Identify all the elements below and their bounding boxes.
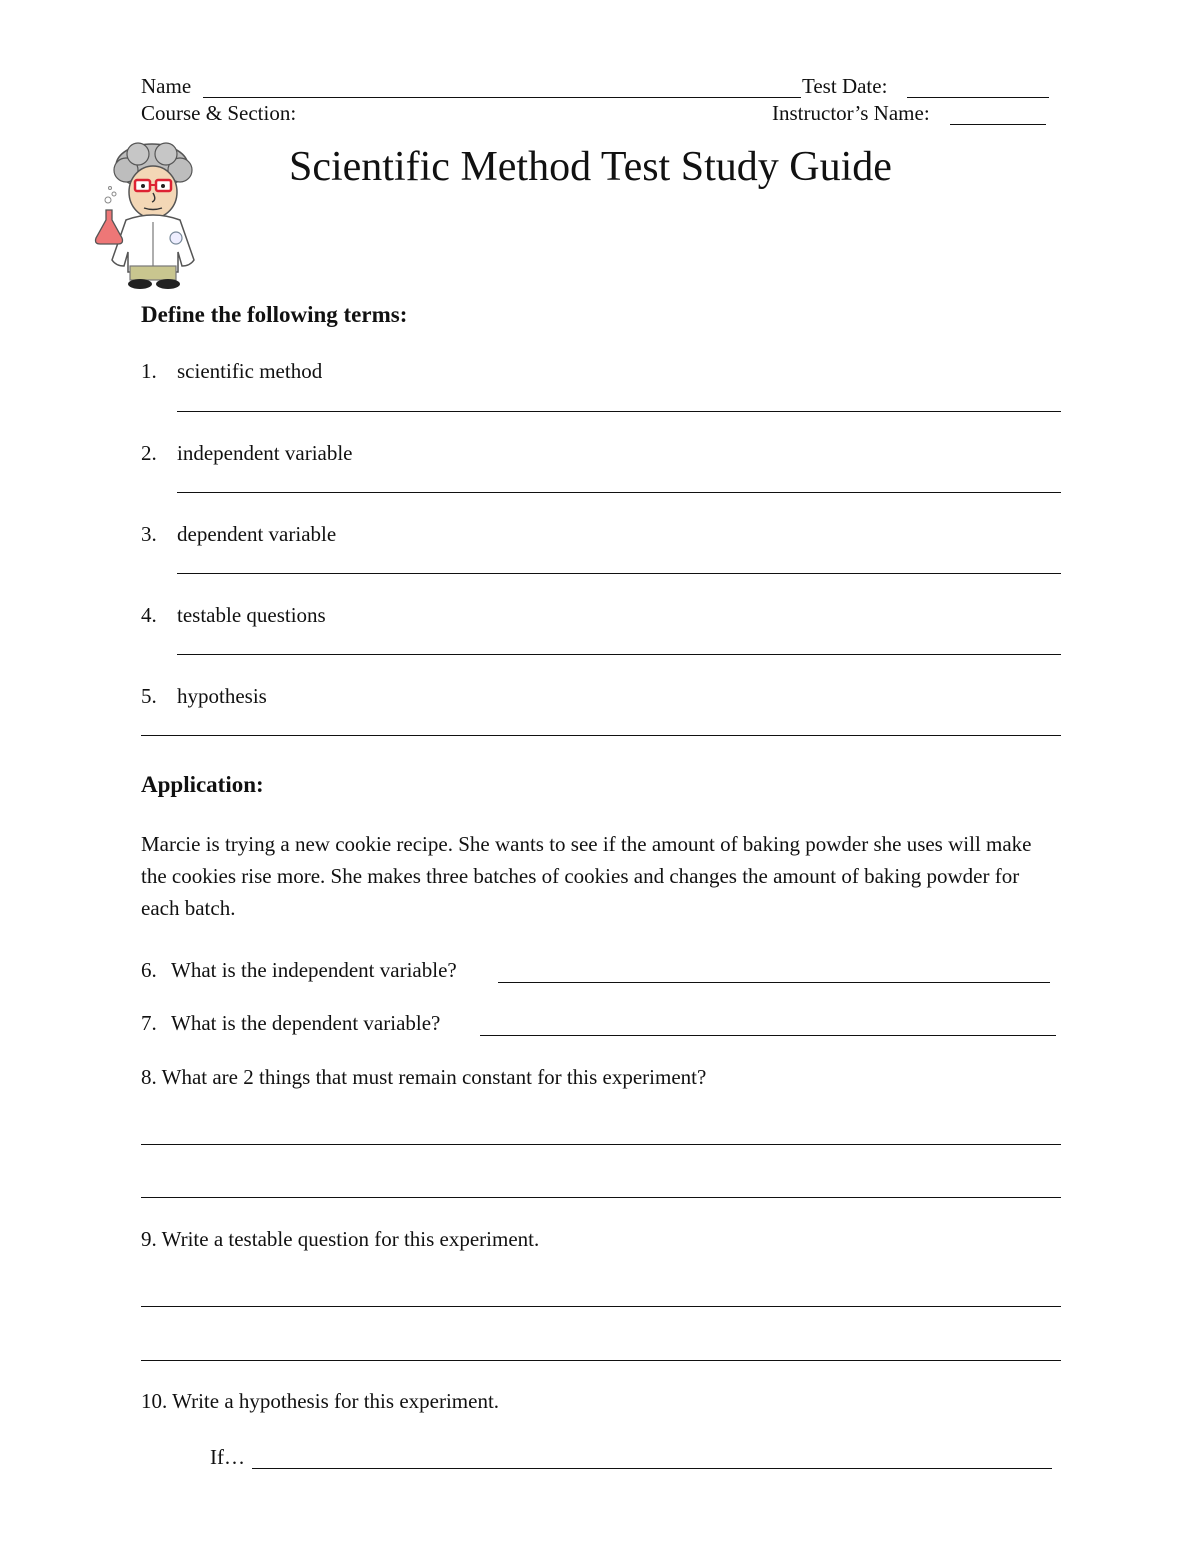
question-number: 7. bbox=[141, 1011, 157, 1035]
term-number: 1. bbox=[141, 359, 157, 383]
term-item bbox=[141, 440, 353, 466]
term-label: scientific method bbox=[177, 359, 323, 383]
answer-line[interactable] bbox=[177, 573, 1061, 574]
scientist-cartoon-icon bbox=[86, 140, 214, 292]
test-date-label: Test Date: bbox=[802, 74, 888, 98]
answer-line[interactable] bbox=[141, 735, 1061, 736]
answer-line[interactable] bbox=[141, 1197, 1061, 1198]
name-label: Name bbox=[141, 74, 192, 98]
question-text: What is the dependent variable? bbox=[171, 1011, 441, 1035]
course-section-label: Course & Section: bbox=[141, 101, 297, 125]
name-blank[interactable] bbox=[203, 97, 801, 98]
term-item bbox=[141, 358, 322, 384]
term-label: dependent variable bbox=[177, 522, 337, 546]
question-7 bbox=[141, 1010, 440, 1036]
question-9: 9. Write a testable question for this experiment. bbox=[141, 1227, 540, 1251]
term-number: 5. bbox=[141, 684, 157, 708]
term-item bbox=[141, 602, 326, 628]
answer-line[interactable] bbox=[480, 1035, 1056, 1036]
scenario-paragraph: Marcie is trying a new cookie recipe. She wants to see if the amount of baking powder she uses will make the cookies rise more. She makes three batches of cookies and changes the amount of baking powder for each batch. bbox=[141, 832, 1032, 920]
answer-line[interactable] bbox=[141, 1306, 1061, 1307]
term-number: 3. bbox=[141, 522, 157, 546]
term-label: hypothesis bbox=[177, 684, 267, 708]
question-number: 6. bbox=[141, 958, 157, 982]
test-date-blank[interactable] bbox=[907, 97, 1049, 98]
application-heading: Application: bbox=[141, 772, 264, 797]
if-label: If… bbox=[210, 1445, 245, 1469]
term-label: independent variable bbox=[177, 441, 353, 465]
answer-line[interactable] bbox=[177, 411, 1061, 412]
term-number: 4. bbox=[141, 603, 157, 627]
answer-line[interactable] bbox=[498, 982, 1050, 983]
answer-line[interactable] bbox=[141, 1144, 1061, 1145]
answer-line[interactable] bbox=[141, 1360, 1061, 1361]
instructor-name-blank[interactable] bbox=[950, 124, 1046, 125]
question-text: What is the independent variable? bbox=[171, 958, 457, 982]
term-label: testable questions bbox=[177, 603, 326, 627]
question-8: 8. What are 2 things that must remain constant for this experiment? bbox=[141, 1065, 707, 1089]
define-heading: Define the following terms: bbox=[141, 302, 408, 327]
question-10: 10. Write a hypothesis for this experiment. bbox=[141, 1389, 500, 1413]
page-title: Scientific Method Test Study Guide bbox=[289, 144, 892, 190]
term-number: 2. bbox=[141, 441, 157, 465]
question-6 bbox=[141, 957, 457, 983]
instructor-name-label: Instructor’s Name: bbox=[772, 101, 930, 125]
term-item bbox=[141, 521, 336, 547]
term-item bbox=[141, 683, 267, 709]
answer-line[interactable] bbox=[177, 492, 1061, 493]
answer-line[interactable] bbox=[252, 1468, 1052, 1469]
answer-line[interactable] bbox=[177, 654, 1061, 655]
